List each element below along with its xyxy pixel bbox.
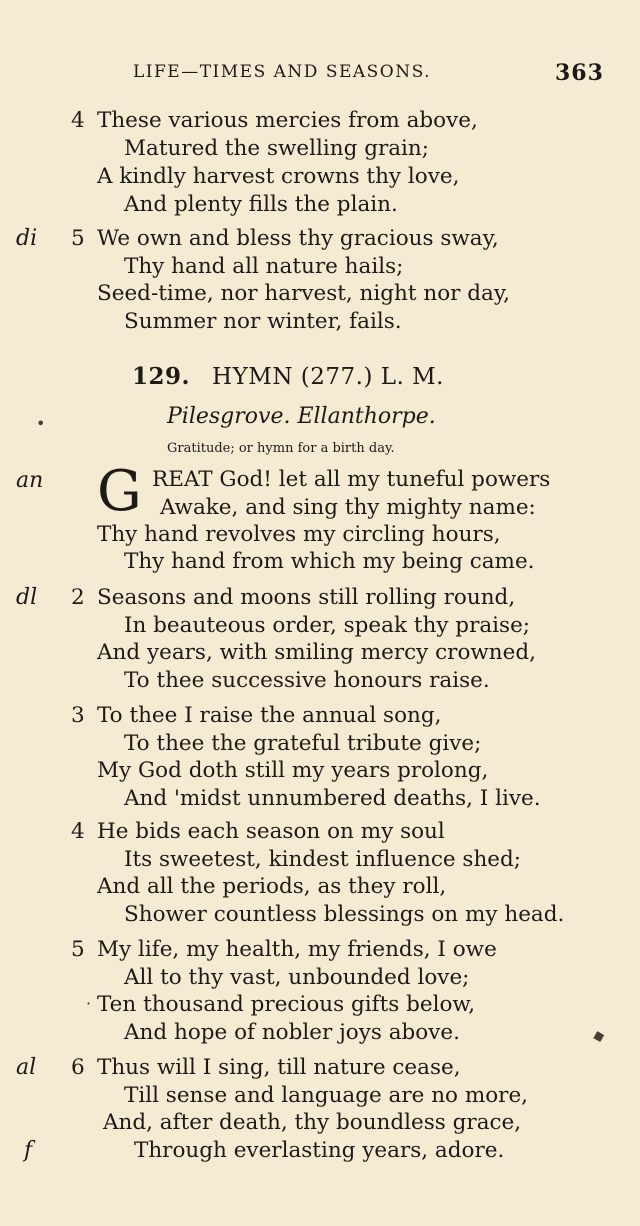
verse-text: Seasons and moons still rolling round, [97, 585, 516, 610]
hymn-title: HYMN (277.) L. M. [212, 364, 444, 390]
stanza-number: 3 [71, 703, 85, 728]
verse-text: A kindly harvest crowns thy love, [97, 164, 460, 189]
stray-ink-mark: · [86, 994, 92, 1013]
verse-text: Seed-time, nor harvest, night nor day, [97, 281, 510, 306]
verse-text: Shower countless blessings on my head. [124, 902, 565, 927]
verse-text: To thee successive honours raise. [124, 668, 490, 693]
verse-text: Matured the swelling grain; [124, 136, 430, 161]
verse-text: Thy hand all nature hails; [124, 254, 404, 279]
hymn-heading [132, 363, 444, 390]
stray-ink-mark: • [36, 414, 46, 433]
stanza-number: 5 [71, 226, 85, 251]
verse-text: And all the periods, as they roll, [97, 874, 447, 899]
verse-text: Till sense and language are no more, [124, 1083, 528, 1108]
page-number: 363 [555, 60, 604, 86]
verse-text: In beauteous order, speak thy praise; [124, 613, 531, 638]
drop-cap: G [97, 459, 142, 524]
margin-mark: an [16, 468, 44, 493]
verse-text: We own and bless thy gracious sway, [97, 226, 499, 251]
hymn-occasion: Gratitude; or hymn for a birth day. [167, 441, 395, 456]
verse-text: He bids each season on my soul [97, 819, 445, 844]
verse-text: And, after death, thy boundless grace, [103, 1110, 522, 1135]
verse-text: Thus will I sing, till nature cease, [97, 1055, 461, 1080]
margin-mark: f [24, 1138, 33, 1163]
verse-line: Thy hand from which my being came. [124, 549, 535, 574]
verse-text: And hope of nobler joys above. [124, 1020, 460, 1045]
stanza-number: 6 [71, 1055, 85, 1080]
verse-text: And plenty fills the plain. [124, 192, 398, 217]
margin-mark: al [16, 1055, 37, 1080]
tune-names: Pilesgrove. Ellanthorpe. [167, 404, 436, 429]
stanza-number: 2 [71, 585, 85, 610]
verse-text: Summer nor winter, fails. [124, 309, 402, 334]
verse-text: These various mercies from above, [97, 108, 478, 133]
verse-line: Awake, and sing thy mighty name: [160, 495, 536, 520]
verse-text: My life, my health, my friends, I owe [97, 937, 497, 962]
margin-mark: dl [16, 585, 38, 610]
stray-ink-mark: ▪ [589, 1024, 609, 1047]
verse-text: And years, with smiling mercy crowned, [97, 640, 536, 665]
verse-text: To thee I raise the annual song, [97, 703, 442, 728]
margin-mark: di [16, 226, 38, 251]
verse-text: All to thy vast, unbounded love; [124, 965, 470, 990]
verse-line: Thy hand revolves my circling hours, [97, 522, 501, 547]
hymn-number: 129. [132, 363, 191, 390]
verse-text: To thee the grateful tribute give; [124, 731, 482, 756]
verse-text: Its sweetest, kindest influence shed; [124, 847, 522, 872]
verse-text: My God doth still my years prolong, [97, 758, 489, 783]
verse-line: REAT God! let all my tuneful powers [152, 467, 551, 492]
stanza-number: 4 [71, 819, 85, 844]
stanza-number: 5 [71, 937, 85, 962]
running-title: LIFE—TIMES AND SEASONS. [133, 62, 432, 82]
verse-text: Ten thousand precious gifts below, [97, 992, 476, 1017]
verse-text: Through everlasting years, adore. [134, 1138, 505, 1163]
stanza-number: 4 [71, 108, 85, 133]
verse-text: And 'midst unnumbered deaths, I live. [124, 786, 541, 811]
